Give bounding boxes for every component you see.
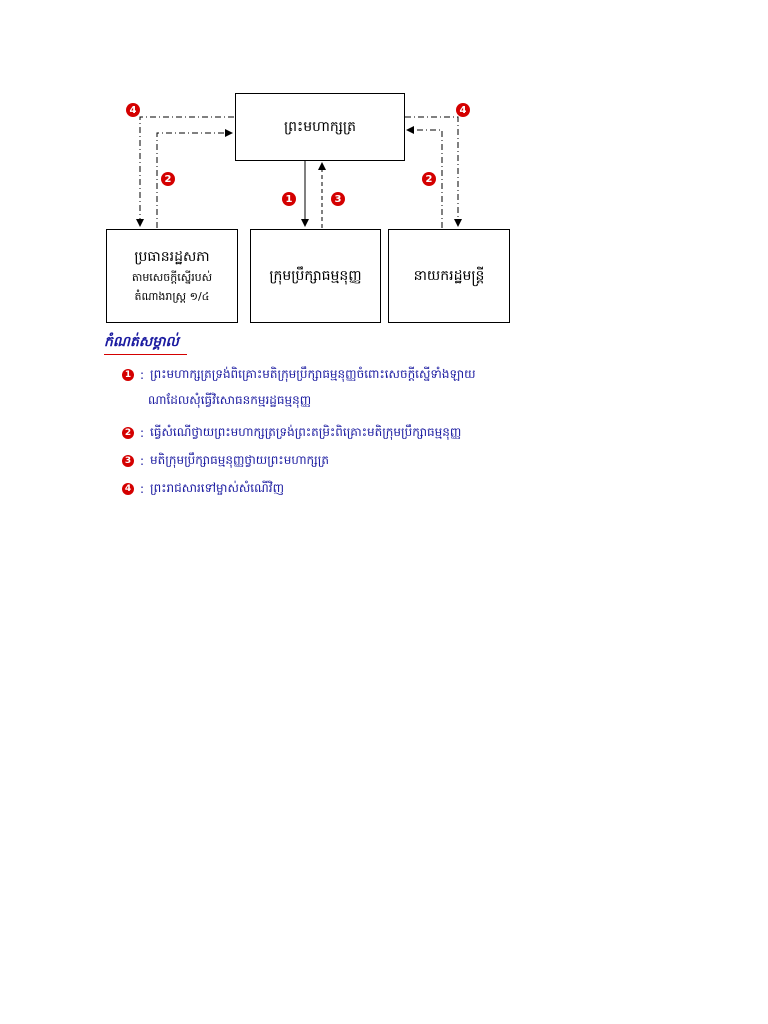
legend-underline xyxy=(104,354,187,355)
badge-2-left: 2 xyxy=(161,172,175,186)
badge-1-center: 1 xyxy=(282,192,296,206)
legend-badge-2: 2 xyxy=(122,427,134,439)
badge-2-right: 2 xyxy=(422,172,436,186)
legend-item-1-text: ព្រះមហាក្សត្រទ្រង់ពិគ្រោះមតិក្រុមប្រឹក្សាធម្មនុញ្ញចំពោះសេចក្ដីស្នើទាំងឡាយ xyxy=(150,367,476,381)
node-assembly-line1: ប្រធានរដ្ឋសភា xyxy=(134,248,210,265)
node-pm xyxy=(388,229,510,323)
node-council xyxy=(250,229,381,323)
badge-3-center: 3 xyxy=(331,192,345,206)
legend-item-3-text: មតិក្រុមប្រឹក្សាធម្មនុញ្ញថ្វាយព្រះមហាក្សត្រ xyxy=(150,453,329,467)
legend-item-2-text: ធ្វើសំណើថ្វាយព្រះមហាក្សត្រទ្រង់ព្រះតម្រិះពិគ្រោះមតិក្រុមប្រឹក្សាធម្មនុញ្ញ xyxy=(150,425,462,439)
legend-item-3: 3 : មតិក្រុមប្រឹក្សាធម្មនុញ្ញថ្វាយព្រះមហាក្សត្រ xyxy=(122,452,329,470)
node-assembly xyxy=(106,229,238,323)
node-assembly-line3: តំណាងរាស្ត្រ ១/៤ xyxy=(134,289,210,303)
node-pm-label: នាយករដ្ឋមន្ត្រី xyxy=(413,267,485,284)
legend-item-1: 1 : ព្រះមហាក្សត្រទ្រង់ពិគ្រោះមតិក្រុមប្រឹក្សាធម្មនុញ្ញចំពោះសេចក្ដីស្នើទាំងឡាយ xyxy=(122,366,476,384)
node-king-label: ព្រះមហាក្សត្រ xyxy=(284,118,356,135)
legend-item-4: 4 : ព្រះរាជសារទៅម្ចាស់សំណើវិញ xyxy=(122,480,284,498)
legend-badge-4: 4 xyxy=(122,483,134,495)
legend-item-2: 2 : ធ្វើសំណើថ្វាយព្រះមហាក្សត្រទ្រង់ព្រះតម្រិះពិគ្រោះមតិក្រុមប្រឹក្សាធម្មនុញ្ញ xyxy=(122,424,461,442)
node-king xyxy=(235,93,405,161)
badge-4-right: 4 xyxy=(456,103,470,117)
legend-item-4-text: ព្រះរាជសារទៅម្ចាស់សំណើវិញ xyxy=(150,481,284,495)
legend-badge-3: 3 xyxy=(122,455,134,467)
badge-4-left: 4 xyxy=(126,103,140,117)
legend-title: កំណត់សម្គាល់ xyxy=(104,334,179,350)
node-council-label: ក្រុមប្រឹក្សាធម្មនុញ្ញ xyxy=(269,267,362,284)
legend-item-1-cont: ណាដែលសុំធ្វើវិសោធនកម្មរដ្ឋធម្មនុញ្ញ xyxy=(148,393,312,407)
legend-badge-1: 1 xyxy=(122,369,134,381)
node-assembly-line2: តាមសេចក្ដីស្នើរបស់ xyxy=(131,270,213,284)
